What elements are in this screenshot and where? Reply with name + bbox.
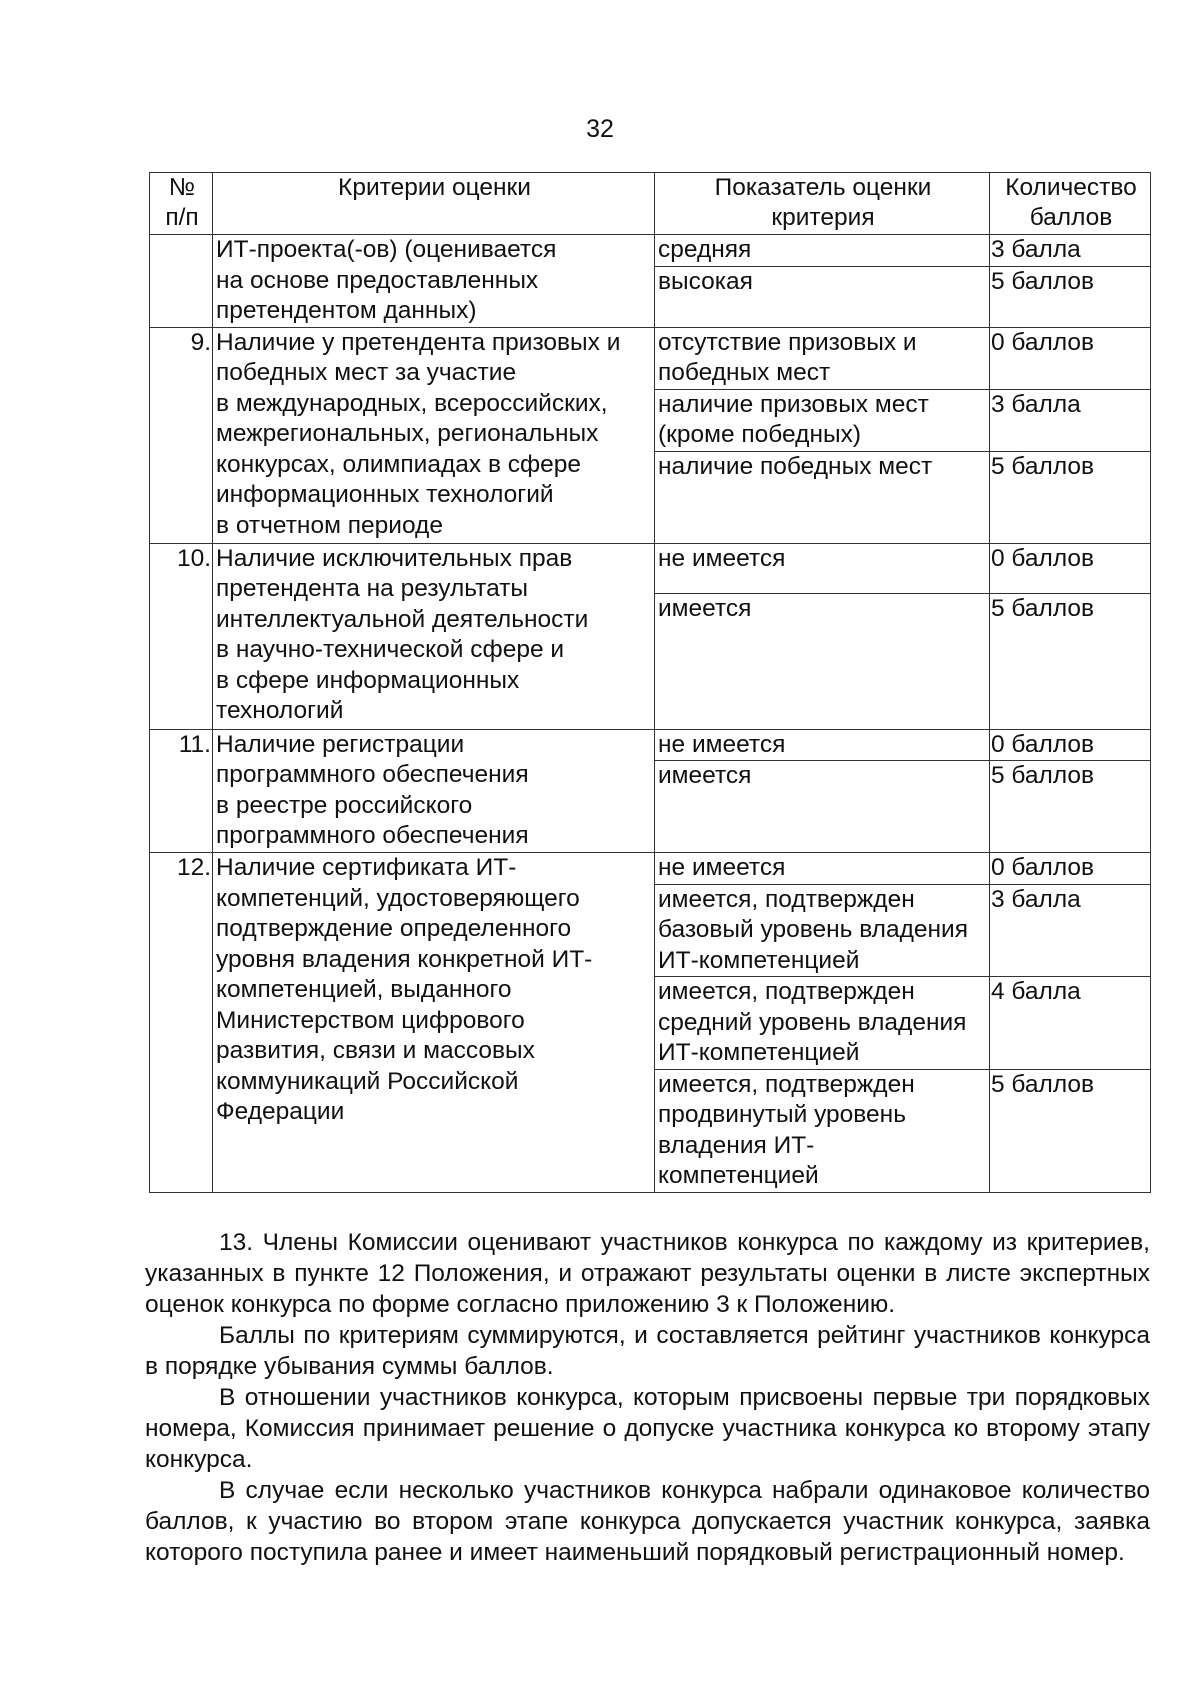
points-cell: 5 баллов xyxy=(990,761,1151,853)
points-cell: 4 балла xyxy=(990,977,1151,1070)
paragraph: 13. Члены Комиссии оценивают участников конкурса по каждому из критериев, указанных в пункте 12 Положения, и отражают результаты оценки в листе экспертных оценок конкурса по форме согласно приложению 3 к Положению. xyxy=(145,1229,1150,1318)
row-number: 9. xyxy=(150,327,213,543)
paragraph: В отношении участников конкурса, которым присвоены первые три порядковых номера, Комиссия принимает решение о допуске участника конкурса ко второму этапу конкурса. xyxy=(145,1384,1150,1473)
page-number: 32 xyxy=(586,115,614,143)
paragraph: Баллы по критериям суммируются, и составляется рейтинг участников конкурса в порядке убывания суммы баллов. xyxy=(145,1322,1150,1380)
row-number: 11. xyxy=(150,729,213,853)
criterion-cell: Наличие регистрации программного обеспечения в реестре российского программного обеспечения xyxy=(213,729,655,853)
indicator-cell: не имеется xyxy=(655,543,990,593)
header-indicator: Показатель оценки критерия xyxy=(655,173,990,235)
criterion-cell: Наличие у претендента призовых и победных мест за участие в международных, всероссийских, межрегиональных, региональных конкурсах, олимпиадах в сфере информационных технологий в отчетном периоде xyxy=(213,327,655,543)
row-number: 10. xyxy=(150,543,213,729)
table-row xyxy=(150,853,1151,885)
points-cell: 5 баллов xyxy=(990,451,1151,543)
indicator-cell: имеется xyxy=(655,761,990,853)
table-row xyxy=(150,729,1151,761)
points-cell: 5 баллов xyxy=(990,1069,1151,1192)
body-text xyxy=(145,1227,1150,1568)
indicator-cell: имеется, подтвержден базовый уровень владения ИТ-компетенцией xyxy=(655,884,990,977)
row-number: 12. xyxy=(150,853,213,1193)
indicator-cell: не имеется xyxy=(655,853,990,885)
table-header-row xyxy=(150,173,1151,235)
indicator-cell: не имеется xyxy=(655,729,990,761)
table-row xyxy=(150,543,1151,593)
indicator-cell: отсутствие призовых и победных мест xyxy=(655,327,990,389)
points-cell: 5 баллов xyxy=(990,266,1151,327)
header-criterion: Критерии оценки xyxy=(213,173,655,235)
indicator-cell: наличие победных мест xyxy=(655,451,990,543)
paragraph: В случае если несколько участников конкурса набрали одинаковое количество баллов, к участию во втором этапе конкурса допускается участник конкурса, заявка которого поступила ранее и имеет наименьший порядковый регистрационный номер. xyxy=(145,1477,1150,1566)
points-cell: 3 балла xyxy=(990,235,1151,267)
indicator-cell: имеется xyxy=(655,593,990,729)
points-cell: 0 баллов xyxy=(990,853,1151,885)
indicator-cell: имеется, подтвержден продвинутый уровень владения ИТ- компетенцией xyxy=(655,1069,990,1192)
criteria-table xyxy=(149,172,1151,1193)
points-cell: 3 балла xyxy=(990,884,1151,977)
points-cell: 3 балла xyxy=(990,389,1151,451)
points-cell: 0 баллов xyxy=(990,729,1151,761)
criterion-cell: ИТ-проекта(-ов) (оценивается на основе предоставленных претендентом данных) xyxy=(213,235,655,328)
points-cell: 0 баллов xyxy=(990,327,1151,389)
points-cell: 0 баллов xyxy=(990,543,1151,593)
indicator-cell: имеется, подтвержден средний уровень владения ИТ-компетенцией xyxy=(655,977,990,1070)
criterion-cell: Наличие исключительных прав претендента на результаты интеллектуальной деятельности в научно-технической сфере и в сфере информационных технологий xyxy=(213,543,655,729)
indicator-cell: высокая xyxy=(655,266,990,327)
points-cell: 5 баллов xyxy=(990,593,1151,729)
criterion-cell: Наличие сертификата ИТ- компетенций, удостоверяющего подтверждение определенного уровня владения конкретной ИТ- компетенцией, выданного Министерством цифрового развития, связи и массовых коммуникаций Российской Федерации xyxy=(213,853,655,1193)
header-num: № п/п xyxy=(150,173,213,235)
table-row xyxy=(150,327,1151,389)
indicator-cell: наличие призовых мест (кроме победных) xyxy=(655,389,990,451)
table-row xyxy=(150,235,1151,267)
indicator-cell: средняя xyxy=(655,235,990,267)
header-points: Количество баллов xyxy=(990,173,1151,235)
row-number xyxy=(150,235,213,328)
